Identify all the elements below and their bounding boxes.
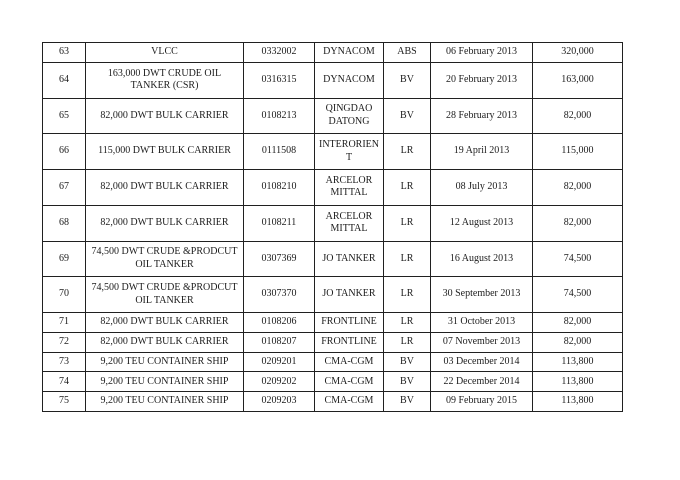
cell-hull-number: 0108207 (244, 332, 315, 352)
cell-owner: FRONTLINE (315, 332, 384, 352)
cell-class-society: BV (384, 372, 431, 392)
cell-owner: JO TANKER (315, 241, 384, 277)
cell-vessel-type: 74,500 DWT CRUDE &PRODCUT OIL TANKER (86, 277, 244, 313)
cell-owner: ARCELOR MITTAL (315, 205, 384, 241)
cell-row-number: 69 (43, 241, 86, 277)
cell-class-society: BV (384, 98, 431, 134)
table-row (43, 62, 623, 98)
cell-class-society: LR (384, 170, 431, 206)
cell-owner: JO TANKER (315, 277, 384, 313)
cell-delivery-date: 30 September 2013 (431, 277, 533, 313)
cell-delivery-date: 22 December 2014 (431, 372, 533, 392)
table-row (43, 372, 623, 392)
cell-owner: QINGDAO DATONG (315, 98, 384, 134)
cell-dwt: 113,800 (533, 352, 623, 372)
cell-delivery-date: 31 October 2013 (431, 313, 533, 333)
cell-row-number: 67 (43, 170, 86, 206)
cell-row-number: 63 (43, 43, 86, 63)
table-row (43, 134, 623, 170)
cell-hull-number: 0209201 (244, 352, 315, 372)
cell-vessel-type: 163,000 DWT CRUDE OIL TANKER (CSR) (86, 62, 244, 98)
table-row (43, 352, 623, 372)
cell-dwt: 115,000 (533, 134, 623, 170)
table-row (43, 392, 623, 412)
cell-dwt: 82,000 (533, 98, 623, 134)
cell-row-number: 73 (43, 352, 86, 372)
cell-dwt: 82,000 (533, 170, 623, 206)
cell-row-number: 71 (43, 313, 86, 333)
cell-vessel-type: 9,200 TEU CONTAINER SHIP (86, 392, 244, 412)
cell-class-society: BV (384, 352, 431, 372)
cell-vessel-type: 82,000 DWT BULK CARRIER (86, 332, 244, 352)
cell-owner: DYNACOM (315, 62, 384, 98)
cell-row-number: 70 (43, 277, 86, 313)
cell-hull-number: 0108213 (244, 98, 315, 134)
cell-hull-number: 0111508 (244, 134, 315, 170)
cell-dwt: 113,800 (533, 372, 623, 392)
cell-dwt: 74,500 (533, 277, 623, 313)
cell-delivery-date: 19 April 2013 (431, 134, 533, 170)
cell-delivery-date: 12 August 2013 (431, 205, 533, 241)
table-row (43, 241, 623, 277)
table-row (43, 313, 623, 333)
cell-hull-number: 0209202 (244, 372, 315, 392)
cell-class-society: LR (384, 332, 431, 352)
cell-class-society: LR (384, 205, 431, 241)
cell-class-society: BV (384, 392, 431, 412)
cell-hull-number: 0209203 (244, 392, 315, 412)
cell-row-number: 72 (43, 332, 86, 352)
cell-owner: INTERORIENT (315, 134, 384, 170)
cell-vessel-type: VLCC (86, 43, 244, 63)
cell-dwt: 320,000 (533, 43, 623, 63)
cell-vessel-type: 9,200 TEU CONTAINER SHIP (86, 372, 244, 392)
cell-dwt: 82,000 (533, 205, 623, 241)
cell-dwt: 82,000 (533, 313, 623, 333)
cell-class-society: LR (384, 241, 431, 277)
cell-owner: ARCELOR MITTAL (315, 170, 384, 206)
cell-hull-number: 0316315 (244, 62, 315, 98)
cell-dwt: 82,000 (533, 332, 623, 352)
table-row (43, 43, 623, 63)
cell-class-society: BV (384, 62, 431, 98)
cell-hull-number: 0108210 (244, 170, 315, 206)
cell-owner: DYNACOM (315, 43, 384, 63)
cell-delivery-date: 28 February 2013 (431, 98, 533, 134)
cell-vessel-type: 74,500 DWT CRUDE &PRODCUT OIL TANKER (86, 241, 244, 277)
cell-owner: CMA-CGM (315, 392, 384, 412)
cell-vessel-type: 82,000 DWT BULK CARRIER (86, 170, 244, 206)
cell-vessel-type: 82,000 DWT BULK CARRIER (86, 205, 244, 241)
table-row (43, 170, 623, 206)
cell-class-society: LR (384, 313, 431, 333)
cell-hull-number: 0108211 (244, 205, 315, 241)
vessel-table (42, 42, 623, 412)
cell-row-number: 75 (43, 392, 86, 412)
cell-row-number: 68 (43, 205, 86, 241)
cell-delivery-date: 20 February 2013 (431, 62, 533, 98)
cell-hull-number: 0332002 (244, 43, 315, 63)
table-row (43, 205, 623, 241)
cell-delivery-date: 08 July 2013 (431, 170, 533, 206)
cell-delivery-date: 09 February 2015 (431, 392, 533, 412)
cell-row-number: 74 (43, 372, 86, 392)
cell-owner: CMA-CGM (315, 352, 384, 372)
cell-row-number: 65 (43, 98, 86, 134)
table-row (43, 98, 623, 134)
cell-vessel-type: 115,000 DWT BULK CARRIER (86, 134, 244, 170)
table-row (43, 332, 623, 352)
cell-hull-number: 0108206 (244, 313, 315, 333)
cell-class-society: LR (384, 277, 431, 313)
cell-hull-number: 0307370 (244, 277, 315, 313)
cell-row-number: 66 (43, 134, 86, 170)
cell-delivery-date: 16 August 2013 (431, 241, 533, 277)
vessel-table-body (43, 43, 623, 412)
cell-dwt: 74,500 (533, 241, 623, 277)
cell-row-number: 64 (43, 62, 86, 98)
cell-owner: CMA-CGM (315, 372, 384, 392)
cell-dwt: 113,800 (533, 392, 623, 412)
cell-vessel-type: 82,000 DWT BULK CARRIER (86, 313, 244, 333)
table-row (43, 277, 623, 313)
cell-vessel-type: 82,000 DWT BULK CARRIER (86, 98, 244, 134)
cell-class-society: LR (384, 134, 431, 170)
cell-delivery-date: 07 November 2013 (431, 332, 533, 352)
cell-vessel-type: 9,200 TEU CONTAINER SHIP (86, 352, 244, 372)
cell-dwt: 163,000 (533, 62, 623, 98)
cell-delivery-date: 03 December 2014 (431, 352, 533, 372)
cell-hull-number: 0307369 (244, 241, 315, 277)
cell-class-society: ABS (384, 43, 431, 63)
cell-delivery-date: 06 February 2013 (431, 43, 533, 63)
cell-owner: FRONTLINE (315, 313, 384, 333)
